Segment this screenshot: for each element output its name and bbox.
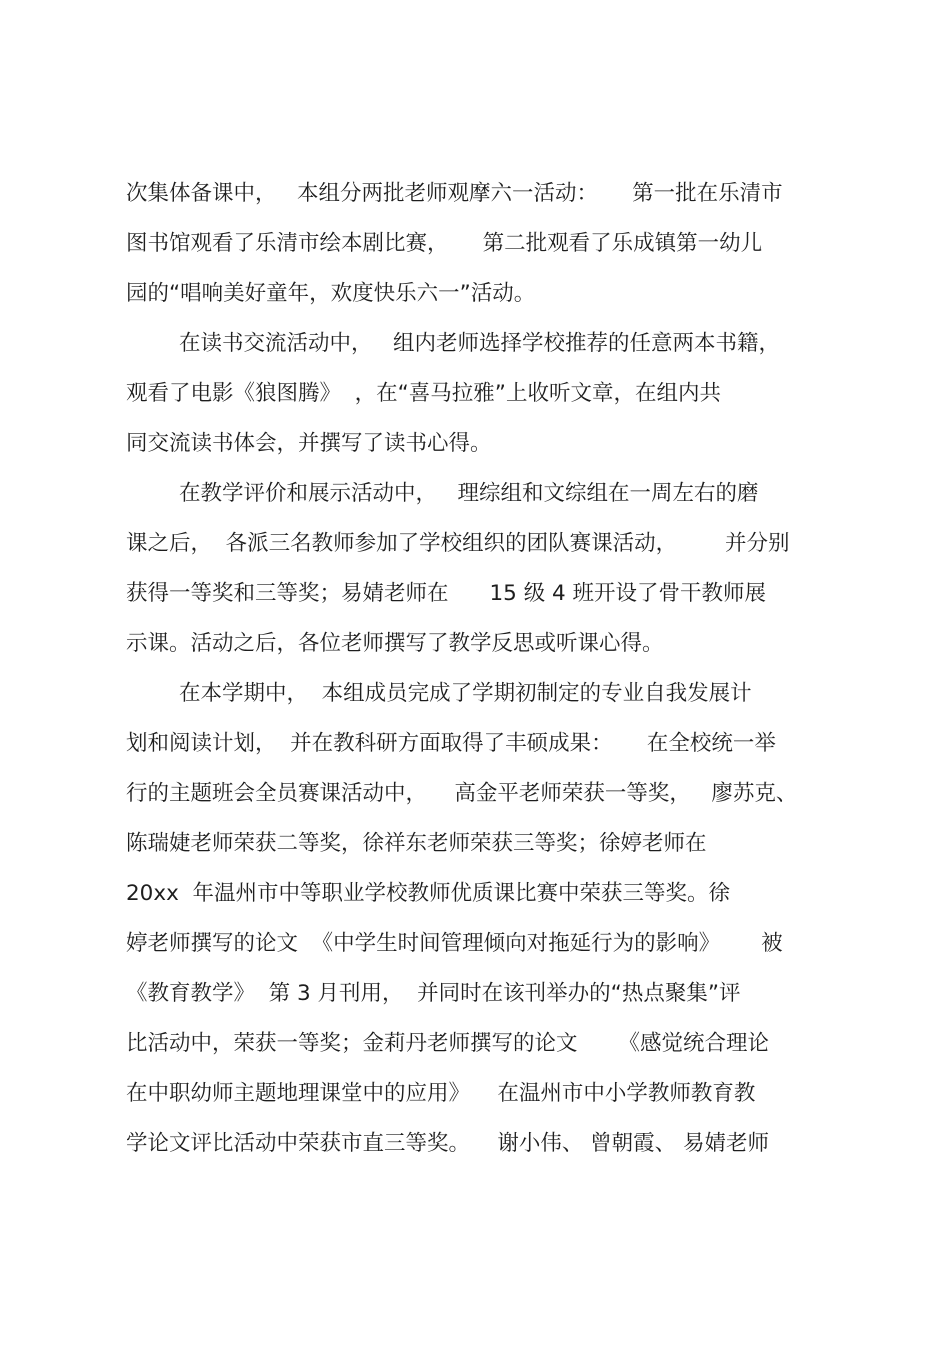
- text-line: 婷老师撰写的论文 《中学生时间管理倾向对拖延行为的影响》 被: [126, 931, 783, 956]
- text-line: 学论文评比活动中荣获市直三等奖。 谢小伟、 曾朝霞、 易婧老师: [126, 1131, 770, 1156]
- paragraph-first-line: 在读书交流活动中， 组内老师选择学校推荐的任意两本书籍，: [179, 331, 781, 356]
- text-line: 课之后， 各派三名教师参加了学校组织的团队赛课活动， 并分别: [126, 531, 790, 556]
- text-line: 获得一等奖和三等奖；易婧老师在 15 级 4 班开设了骨干教师展: [126, 581, 767, 606]
- text-line: 20xx 年温州市中等职业学校教师优质课比赛中荣获三等奖。徐: [126, 881, 730, 906]
- text-line: 行的主题班会全员赛课活动中， 高金平老师荣获一等奖， 廖苏克、: [126, 781, 798, 806]
- text-line: 观看了电影《狼图腾》 ，在“喜马拉雅”上收听文章，在组内共: [126, 381, 721, 406]
- text-line: 次集体备课中， 本组分两批老师观摩六一活动： 第一批在乐清市: [126, 181, 783, 206]
- text-line: 在中职幼师主题地理课堂中的应用》 在温州市中小学教师教育教: [126, 1081, 756, 1106]
- paragraph-first-line: 在教学评价和展示活动中， 理综组和文综组在一周左右的磨: [179, 481, 759, 506]
- text-line: 《教育教学》 第 3 月刊用， 并同时在该刊举办的“热点聚集”评: [126, 981, 741, 1006]
- text-line: 园的“唱响美好童年，欢度快乐六一”活动。: [126, 281, 536, 306]
- text-line: 图书馆观看了乐清市绘本剧比赛， 第二批观看了乐成镇第一幼儿: [126, 231, 763, 256]
- text-line: 比活动中，荣获一等奖；金莉丹老师撰写的论文 《感觉统合理论: [126, 1031, 770, 1056]
- text-line: 示课。活动之后，各位老师撰写了教学反思或听课心得。: [126, 631, 664, 656]
- text-line: 划和阅读计划， 并在教科研方面取得了丰硕成果： 在全校统一举: [126, 731, 776, 756]
- text-line: 同交流读书体会，并撰写了读书心得。: [126, 431, 492, 456]
- text-line: 陈瑞婕老师荣获二等奖，徐祥东老师荣获三等奖；徐婷老师在: [126, 831, 707, 856]
- paragraph-first-line: 在本学期中， 本组成员完成了学期初制定的专业自我发展计: [179, 681, 752, 706]
